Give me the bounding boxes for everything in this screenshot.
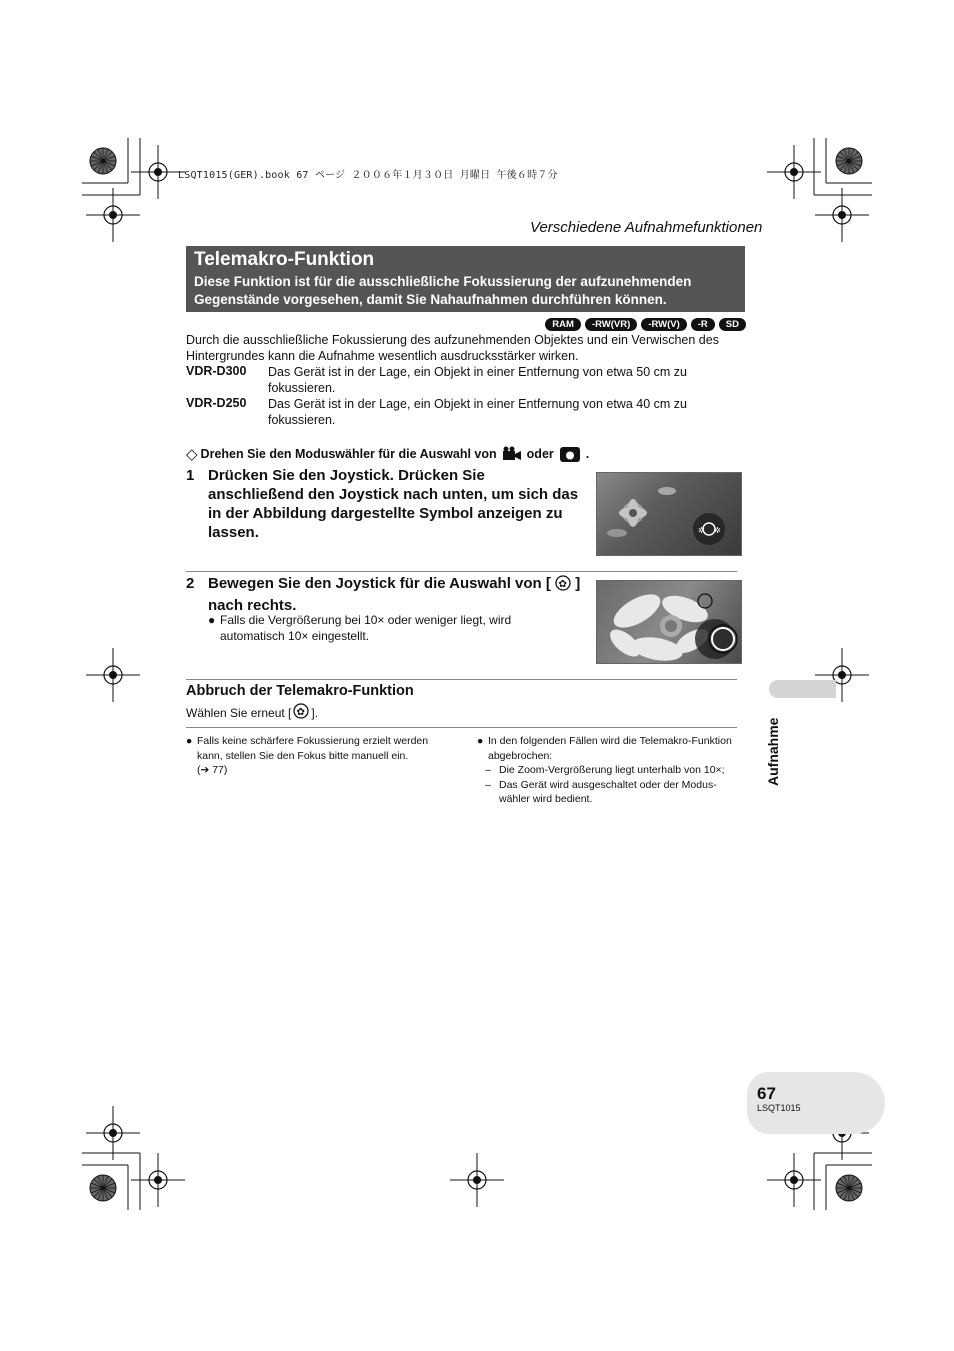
bullet-icon: ● <box>186 735 193 747</box>
page-number: 67 <box>757 1084 776 1103</box>
svg-text:✿: ✿ <box>296 707 306 718</box>
model-name: VDR-D300 <box>186 364 247 378</box>
badge-rw-v: -RW(V) <box>641 318 686 331</box>
divider <box>186 727 737 728</box>
note-right <box>477 734 737 807</box>
mode-instruction-oder: oder <box>526 447 554 461</box>
page-code: LSQT1015 <box>757 1103 801 1113</box>
cancel-text-before: Wählen Sie erneut [ <box>186 705 292 720</box>
page-title: Telemakro-Funktion <box>194 249 375 270</box>
note-right-item: Die Zoom-Vergrößerung liegt unterhalb von 10×; <box>499 764 725 776</box>
svg-text:✲: ✲ <box>714 526 721 535</box>
note-left-ref: (➔ 77) <box>197 764 228 776</box>
badge-ram: RAM <box>545 318 581 331</box>
flower-photo-2 <box>596 580 742 664</box>
mode-instruction-end: . <box>585 447 590 461</box>
note-left-text: Falls keine schärfere Fokussierung erzielt werden kann, stellen Sie den Fokus bitte manuell ein. <box>197 735 429 762</box>
side-tab-marker <box>769 680 836 698</box>
model-description: Das Gerät ist in der Lage, ein Objekt in einer Entfernung von etwa 50 cm zu fokussieren. <box>268 365 687 395</box>
tele-macro-icon <box>555 575 571 596</box>
side-tab-label: Aufnahme <box>765 717 781 786</box>
step-2-text-after: ] nach rechts. <box>208 575 581 614</box>
model-description: Das Gerät ist in der Lage, ein Objekt in einer Entfernung von etwa 40 cm zu fokussieren. <box>268 397 687 427</box>
section-title: Verschiedene Aufnahmefunktionen <box>530 219 763 236</box>
step-number: 2 <box>186 575 195 592</box>
svg-text:✲: ✲ <box>698 526 705 535</box>
dash-icon: – <box>485 778 491 791</box>
media-badges <box>545 318 746 331</box>
divider <box>186 571 737 572</box>
note-right-text: In den folgenden Fällen wird die Telemakro-Funktion abgebrochen: <box>488 735 732 762</box>
mode-instruction-text: Drehen Sie den Moduswähler für die Auswahl von <box>200 447 497 461</box>
step-2-text-before: Bewegen Sie den Joystick für die Auswahl von [ <box>208 575 551 592</box>
print-header: LSQT1015(GER).book 67 ページ ２００６年１月３０日 月曜日 午後６時７分 <box>178 170 558 181</box>
step-2-bullet-text: Falls die Vergrößerung bei 10× oder weniger liegt, wird automatisch 10× eingestellt. <box>220 613 512 643</box>
divider <box>186 679 737 680</box>
step-2-text <box>208 574 583 615</box>
video-camera-icon <box>502 446 522 462</box>
bullet-icon: ● <box>208 613 216 627</box>
bullet-icon: ● <box>477 735 484 747</box>
dash-icon: – <box>485 764 491 776</box>
badge-rw-vr: -RW(VR) <box>585 318 637 331</box>
side-tab <box>750 700 790 790</box>
step-1-text: Drücken Sie den Joystick. Drücken Sie anschließend den Joystick nach unten, um sich das in der Abbildung dargestellte Symbol anzeigen zu lassen. <box>208 467 579 541</box>
step-2-bullet <box>208 612 538 644</box>
note-left <box>186 734 456 778</box>
cancel-text-after: ]. <box>311 705 319 720</box>
model-name: VDR-D250 <box>186 396 247 410</box>
svg-text:✿: ✿ <box>558 579 567 590</box>
flower-illustration <box>597 581 741 663</box>
title-box <box>186 246 745 312</box>
cancel-text <box>186 703 318 722</box>
badge-r: -R <box>691 318 715 331</box>
page-subtitle: Diese Funktion ist für die ausschließliche Fokussierung der aufzunehmenden Gegenstände vorgesehen, damit Sie Nahaufnahmen durchführen können. <box>194 274 692 307</box>
flower-photo-1 <box>596 472 742 556</box>
diamond-symbol: ◇ <box>186 446 198 463</box>
intro-text: Durch die ausschließliche Fokussierung des aufzunehmenden Objektes und ein Verwischen des Hintergrundes kann die Aufnahme wesentlich ausdrucksstärker wirken. <box>186 333 719 363</box>
tele-macro-icon <box>293 703 309 722</box>
note-right-item: Das Gerät wird ausgeschaltet oder der Modus-wähler wird bedient. <box>499 778 717 805</box>
cancel-heading: Abbruch der Telemakro-Funktion <box>186 683 414 699</box>
camera-icon <box>559 446 581 463</box>
mode-instruction <box>186 445 589 463</box>
flower-illustration <box>597 473 741 555</box>
badge-sd: SD <box>719 318 746 331</box>
step-number: 1 <box>186 467 195 484</box>
